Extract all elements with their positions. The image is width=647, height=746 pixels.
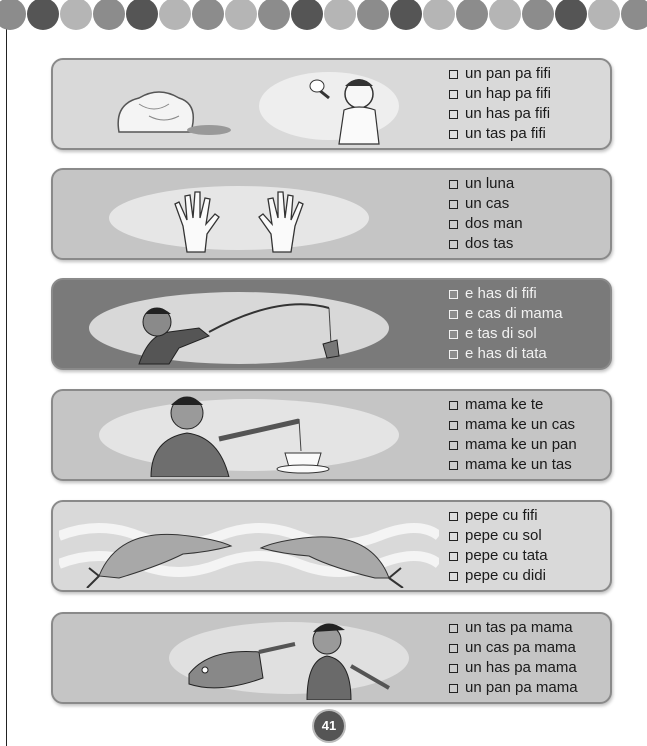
scallop-shape [555,0,587,30]
option-text: pepe cu sol [465,527,542,544]
answer-option[interactable] [449,678,609,698]
answer-options-1 [449,64,609,144]
option-text: un luna [465,175,515,192]
option-text: pepe cu fifi [465,507,538,524]
option-text: un has pa mama [465,659,577,676]
checkbox[interactable] [449,401,458,410]
exercise-panel-5 [51,500,612,592]
answer-option[interactable] [449,64,609,84]
checkbox[interactable] [449,110,458,119]
scallop-shape [456,0,488,30]
option-text: e has di fifi [465,285,537,302]
exercise-panel-2 [51,168,612,260]
scallop-shape [27,0,59,30]
scallop-shape [192,0,224,30]
checkbox[interactable] [449,90,458,99]
mama-making-tea-illustration [59,395,439,477]
checkbox[interactable] [449,130,458,139]
option-text: dos tas [465,235,514,252]
answer-option[interactable] [449,194,609,214]
checkbox[interactable] [449,200,458,209]
scallop-shape [60,0,92,30]
checkbox[interactable] [449,532,458,541]
checkbox[interactable] [449,461,458,470]
checkbox[interactable] [449,684,458,693]
option-text: pepe cu didi [465,567,546,584]
answer-option[interactable] [449,638,609,658]
answer-option[interactable] [449,455,609,475]
answer-options-6 [449,618,609,698]
option-text: mama ke te [465,396,544,413]
boy-fishing-illustration [59,284,439,366]
scallop-shape [159,0,191,30]
answer-option[interactable] [449,546,609,566]
option-text: un hap pa fifi [465,85,551,102]
answer-option[interactable] [449,104,609,124]
checkbox[interactable] [449,290,458,299]
scallop-shape [258,0,290,30]
two-hands-illustration [59,174,439,256]
page-number-badge: 41 [314,711,344,741]
checkbox[interactable] [449,350,458,359]
option-text: mama ke un tas [465,456,572,473]
exercise-panel-4 [51,389,612,481]
scallop-shape [126,0,158,30]
page-left-border [6,6,7,746]
scallop-shape [423,0,455,30]
scalloped-header-decoration [0,0,647,34]
scallop-shape [93,0,125,30]
option-text: un pan pa mama [465,679,578,696]
option-text: mama ke un pan [465,436,577,453]
option-text: mama ke un cas [465,416,576,433]
answer-option[interactable] [449,506,609,526]
checkbox[interactable] [449,624,458,633]
answer-option[interactable] [449,344,609,364]
option-text: e has di tata [465,345,547,362]
checkbox[interactable] [449,512,458,521]
answer-option[interactable] [449,324,609,344]
woman-holding-fish-illustration [59,618,439,700]
answer-options-3 [449,284,609,364]
option-text: pepe cu tata [465,547,548,564]
scallop-shape [225,0,257,30]
checkbox[interactable] [449,180,458,189]
checkbox[interactable] [449,644,458,653]
answer-option[interactable] [449,618,609,638]
exercise-panel-3 [51,278,612,370]
bread-loaf-and-boy-illustration [59,64,439,146]
scallop-shape [489,0,521,30]
option-text: e tas di sol [465,325,537,342]
exercise-panel-6 [51,612,612,704]
checkbox[interactable] [449,310,458,319]
scallop-shape [357,0,389,30]
checkbox[interactable] [449,664,458,673]
answer-option[interactable] [449,435,609,455]
exercise-panel-1 [51,58,612,150]
option-text: un has pa fifi [465,105,551,122]
checkbox[interactable] [449,572,458,581]
option-text: un tas pa mama [465,619,573,636]
answer-option[interactable] [449,395,609,415]
option-text: un cas pa mama [465,639,576,656]
scallop-shape [588,0,620,30]
answer-option[interactable] [449,124,609,144]
answer-option[interactable] [449,658,609,678]
checkbox[interactable] [449,70,458,79]
option-text: dos man [465,215,523,232]
answer-option[interactable] [449,415,609,435]
scallop-shape [0,0,26,30]
checkbox[interactable] [449,330,458,339]
scallop-shape [621,0,647,30]
answer-option[interactable] [449,174,609,194]
scallop-shape [390,0,422,30]
option-text: un cas [465,195,510,212]
answer-options-4 [449,395,609,475]
scallop-shape [324,0,356,30]
answer-options-2 [449,174,609,254]
checkbox[interactable] [449,220,458,229]
option-text: un tas pa fifi [465,125,546,142]
answer-option[interactable] [449,526,609,546]
checkbox[interactable] [449,552,458,561]
answer-option[interactable] [449,234,609,254]
answer-option[interactable] [449,84,609,104]
scallop-shape [291,0,323,30]
answer-option[interactable] [449,304,609,324]
answer-option[interactable] [449,284,609,304]
checkbox[interactable] [449,240,458,249]
option-text: un pan pa fifi [465,65,551,82]
answer-options-5 [449,506,609,586]
option-text: e cas di mama [465,305,563,322]
two-dolphins-illustration [59,506,439,588]
checkbox[interactable] [449,421,458,430]
scallop-shape [522,0,554,30]
answer-option[interactable] [449,214,609,234]
checkbox[interactable] [449,441,458,450]
answer-option[interactable] [449,566,609,586]
